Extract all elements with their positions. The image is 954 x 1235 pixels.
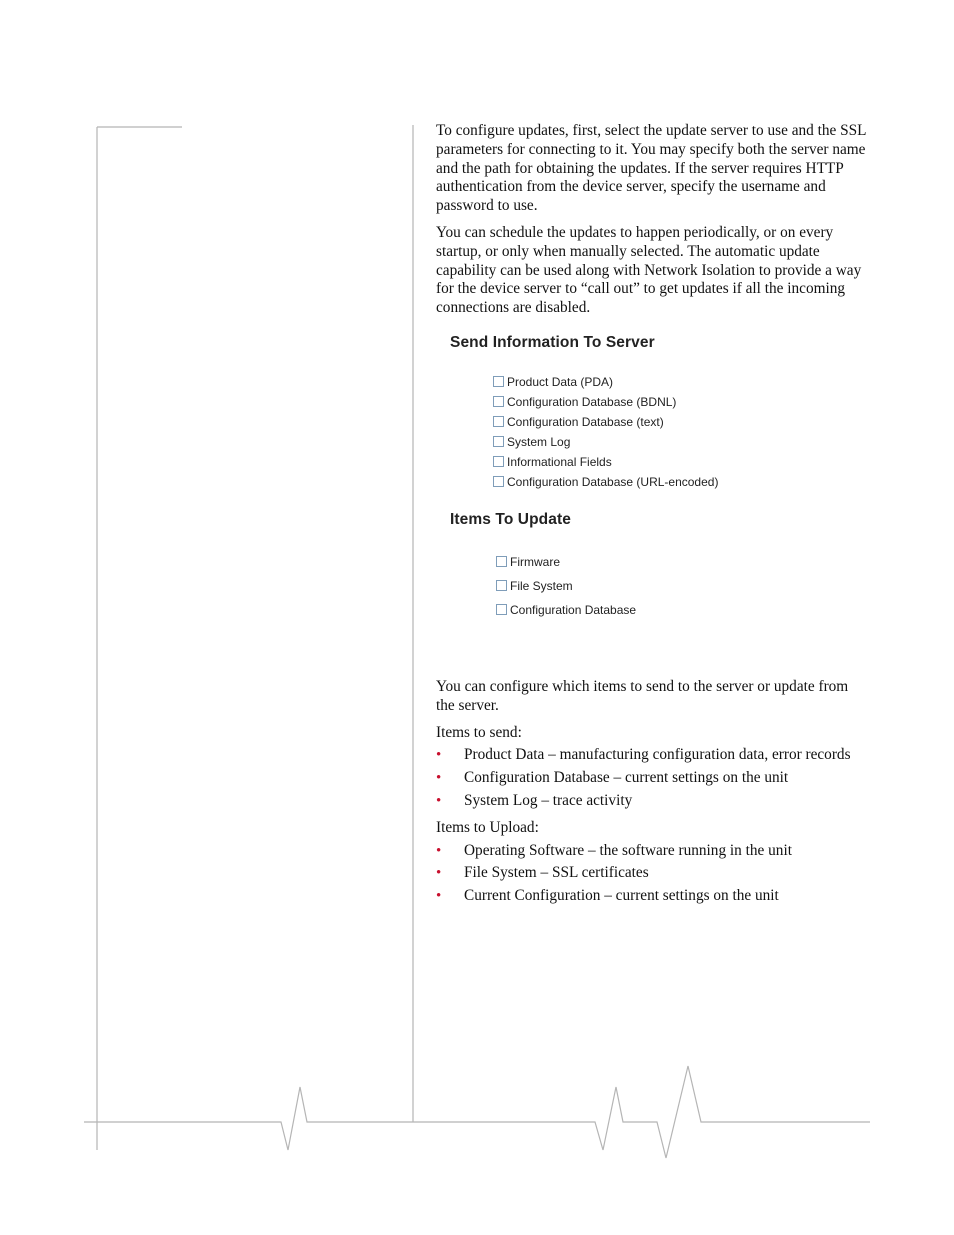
send-option-label: Product Data (PDA)	[507, 374, 614, 389]
body-paragraph: You can configure which items to send to the server or update from the server.	[436, 677, 849, 714]
update-settings-screenshot	[436, 326, 868, 678]
bullet-icon: •	[436, 770, 442, 787]
update-option-row[interactable]	[496, 554, 560, 570]
send-option-checkbox[interactable]	[493, 456, 504, 467]
update-option-row[interactable]	[496, 578, 573, 594]
send-option-checkbox[interactable]	[493, 396, 504, 407]
update-option-label: Firmware	[510, 554, 560, 569]
update-option-label: File System	[510, 578, 573, 593]
intro-paragraph-2: You can schedule the updates to happen periodically, or on every startup, or only when manually selected. The automatic update capability can be used along with Network Isolation to provide a way for the device server to “call out” to get updates if all the incoming connections are disabled.	[436, 223, 862, 317]
footer-zigzag-line	[84, 1066, 870, 1158]
send-option-checkbox[interactable]	[493, 436, 504, 447]
send-option-label: Configuration Database (URL-encoded)	[507, 474, 719, 489]
send-info-heading: Send Information To Server	[450, 333, 655, 351]
list-item-text: Product Data – manufacturing configuration data, error records	[464, 746, 851, 764]
send-option-row[interactable]	[493, 394, 676, 410]
list-item-text: Current Configuration – current settings on the unit	[464, 887, 779, 905]
update-option-row[interactable]	[496, 602, 636, 618]
list-item	[436, 792, 868, 811]
upload-list-label: Items to Upload:	[436, 818, 539, 836]
bullet-icon: •	[436, 792, 442, 809]
send-option-checkbox[interactable]	[493, 476, 504, 487]
main-text-column	[436, 122, 868, 914]
send-option-checkbox[interactable]	[493, 416, 504, 427]
bullet-icon: •	[436, 865, 442, 882]
send-option-row[interactable]	[493, 414, 664, 430]
intro-paragraph-1: To configure updates, first, select the update server to use and the SSL parameters for connecting to it. You may specify both the server name and the path for obtaining the updates. If the server requires HTTP authentication from the device server, specify the username and password to use.	[436, 122, 866, 215]
list-item	[436, 746, 868, 765]
list-item	[436, 864, 868, 883]
list-item-text: Operating Software – the software running in the unit	[464, 841, 792, 859]
send-option-label: Informational Fields	[507, 454, 612, 469]
list-item	[436, 769, 868, 788]
list-item-text: System Log – trace activity	[464, 791, 633, 809]
bullet-icon: •	[436, 842, 442, 859]
send-option-row[interactable]	[493, 474, 718, 490]
bullet-icon: •	[436, 888, 442, 905]
update-option-label: Configuration Database	[510, 602, 637, 617]
list-item	[436, 842, 868, 861]
send-option-row[interactable]	[493, 434, 570, 450]
send-option-label: System Log	[507, 434, 571, 449]
list-item	[436, 887, 868, 906]
send-option-row[interactable]	[493, 454, 612, 470]
send-option-row[interactable]	[493, 374, 613, 390]
send-option-label: Configuration Database (text)	[507, 414, 664, 429]
update-option-checkbox[interactable]	[496, 604, 507, 615]
bullet-icon: •	[436, 747, 442, 764]
update-option-checkbox[interactable]	[496, 556, 507, 567]
send-list-label: Items to send:	[436, 723, 522, 741]
send-list	[436, 746, 868, 810]
list-item-text: Configuration Database – current settings on the unit	[464, 769, 789, 787]
items-to-update-heading: Items To Update	[450, 510, 571, 528]
send-option-checkbox[interactable]	[493, 376, 504, 387]
list-item-text: File System – SSL certificates	[464, 864, 649, 882]
send-option-label: Configuration Database (BDNL)	[507, 394, 677, 409]
upload-list	[436, 842, 868, 906]
update-option-checkbox[interactable]	[496, 580, 507, 591]
